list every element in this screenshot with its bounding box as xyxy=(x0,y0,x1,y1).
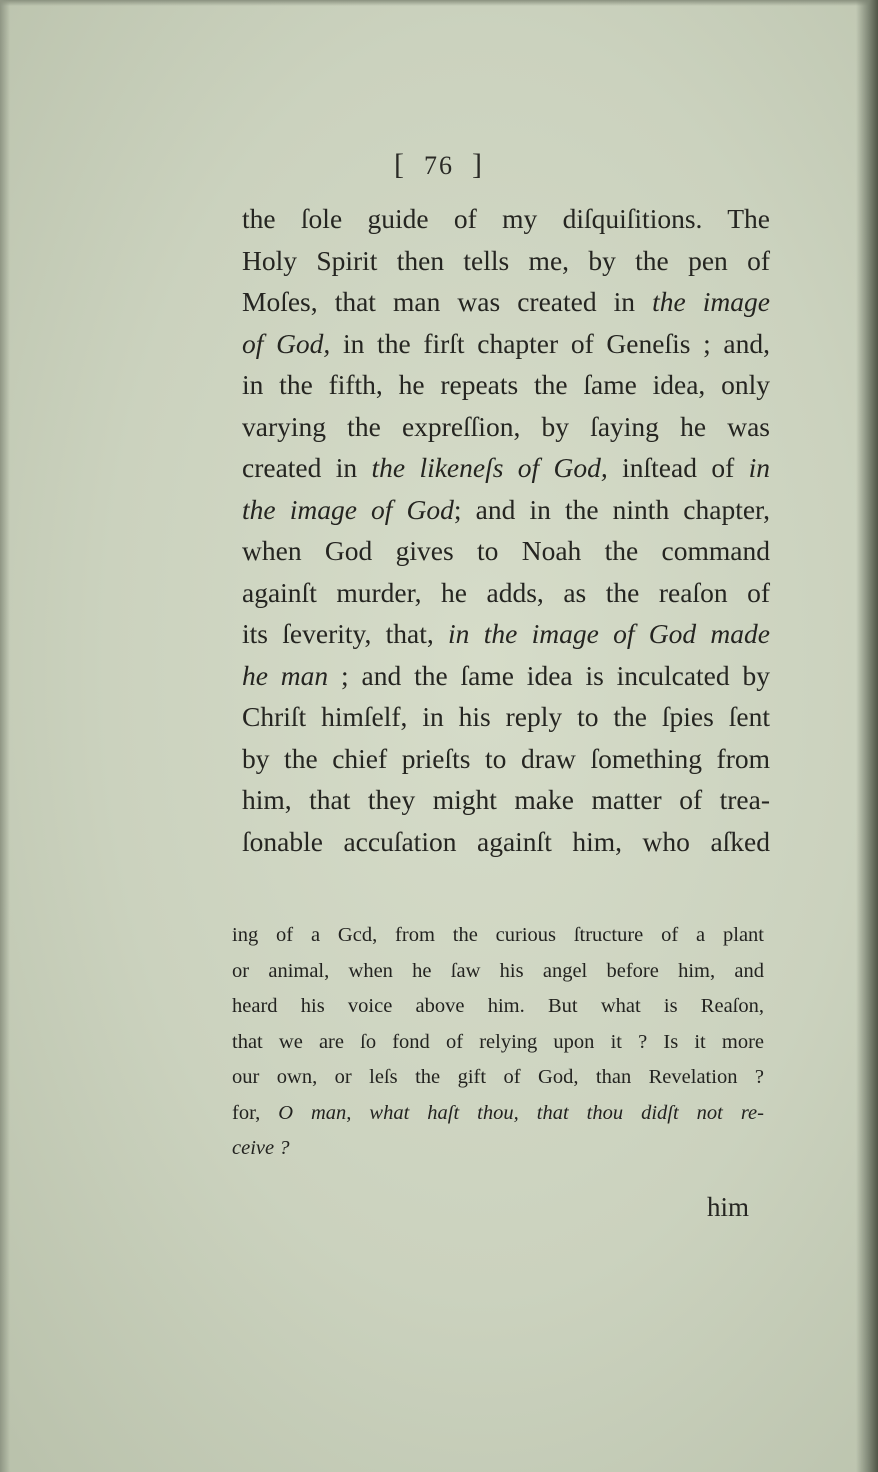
bracket-close: ] xyxy=(472,148,484,181)
text-run: ; and in the ninth chapter, xyxy=(453,493,770,525)
text-run: in the firſt chapter of Geneſis ; and, xyxy=(330,327,771,359)
text-run: its ſeverity, that, xyxy=(242,618,449,649)
text-run: againſt murder, he adds, as the reaſon of xyxy=(242,576,770,608)
body-line xyxy=(242,240,770,282)
bracket-open: [ xyxy=(394,148,406,181)
text-run: or animal, when he ſaw his angel before him, and xyxy=(232,959,764,982)
body-line xyxy=(242,821,770,863)
italic-text: the image xyxy=(652,286,770,317)
text-run: ing of a Gcd, from the curious ſtructure of a plant xyxy=(232,924,764,946)
page-top-shadow xyxy=(0,0,878,6)
page-number: 76 xyxy=(424,151,454,180)
footnote-line xyxy=(232,918,764,954)
text-run: for, xyxy=(232,1101,279,1124)
text-run: that we are ſo fond of relying upon it ? Is it more xyxy=(232,1030,764,1053)
italic-text: of God, xyxy=(242,327,331,359)
footnote-line xyxy=(232,1131,764,1167)
text-run: Chriſt himſelf, in his reply to the ſpies ſent xyxy=(242,701,770,732)
text-run: the ſole guide of my diſquiſitions. The xyxy=(242,203,770,234)
body-line xyxy=(242,613,770,655)
text-run: ; and the ſame idea is inculcated by xyxy=(328,659,770,691)
text-run: created in xyxy=(242,452,372,483)
italic-text: he man xyxy=(242,659,329,691)
body-line xyxy=(242,655,770,697)
footnote xyxy=(232,918,764,1167)
italic-text: in the image of God made xyxy=(448,618,770,649)
page-left-shadow xyxy=(0,0,10,1472)
body-line xyxy=(242,406,770,448)
body-line xyxy=(242,696,770,738)
body-line xyxy=(242,281,770,323)
body-line xyxy=(242,489,770,531)
text-run: when God gives to Noah the command xyxy=(242,535,770,566)
body-line xyxy=(242,530,770,572)
footnote-line xyxy=(232,1025,764,1061)
page-header xyxy=(0,148,878,182)
footnote-line xyxy=(232,1060,764,1096)
italic-text: ceive ? xyxy=(232,1137,290,1159)
body-line xyxy=(242,572,770,614)
text-run: ſonable accuſation againſt him, who aſked xyxy=(242,825,770,857)
body-line xyxy=(242,364,770,406)
text-run: heard his voice above him. But what is Reaſon, xyxy=(232,995,764,1017)
footnote-line xyxy=(232,1096,764,1132)
text-run: in the fifth, he repeats the ſame idea, only xyxy=(242,369,770,400)
catchword: him xyxy=(707,1192,750,1222)
italic-text: the image of God xyxy=(242,493,454,525)
body-line xyxy=(242,447,770,489)
text-run: Moſes, that man was created in xyxy=(242,286,653,317)
body-line xyxy=(242,779,770,821)
text-run: varying the expreſſion, by ſaying he was xyxy=(242,410,770,442)
body-line xyxy=(242,198,770,240)
text-run: our own, or leſs the gift of God, than Revelation ? xyxy=(232,1066,764,1088)
page-right-shadow xyxy=(856,0,878,1472)
italic-text: in xyxy=(748,452,770,483)
text-run: inſtead of xyxy=(607,452,749,483)
footnote-line xyxy=(232,954,764,990)
text-run: him, that they might make matter of trea- xyxy=(242,784,770,815)
body-line xyxy=(242,738,770,780)
body-text xyxy=(242,198,770,862)
text-run: Holy Spirit then tells me, by the pen of xyxy=(242,244,770,276)
text-run: by the chief prieſts to draw ſomething from xyxy=(242,742,770,774)
footnote-line xyxy=(232,989,764,1025)
body-line xyxy=(242,323,770,365)
italic-text: O man, what haſt thou, that thou didſt not re- xyxy=(278,1101,764,1124)
italic-text: the likeneſs of God, xyxy=(371,452,608,483)
